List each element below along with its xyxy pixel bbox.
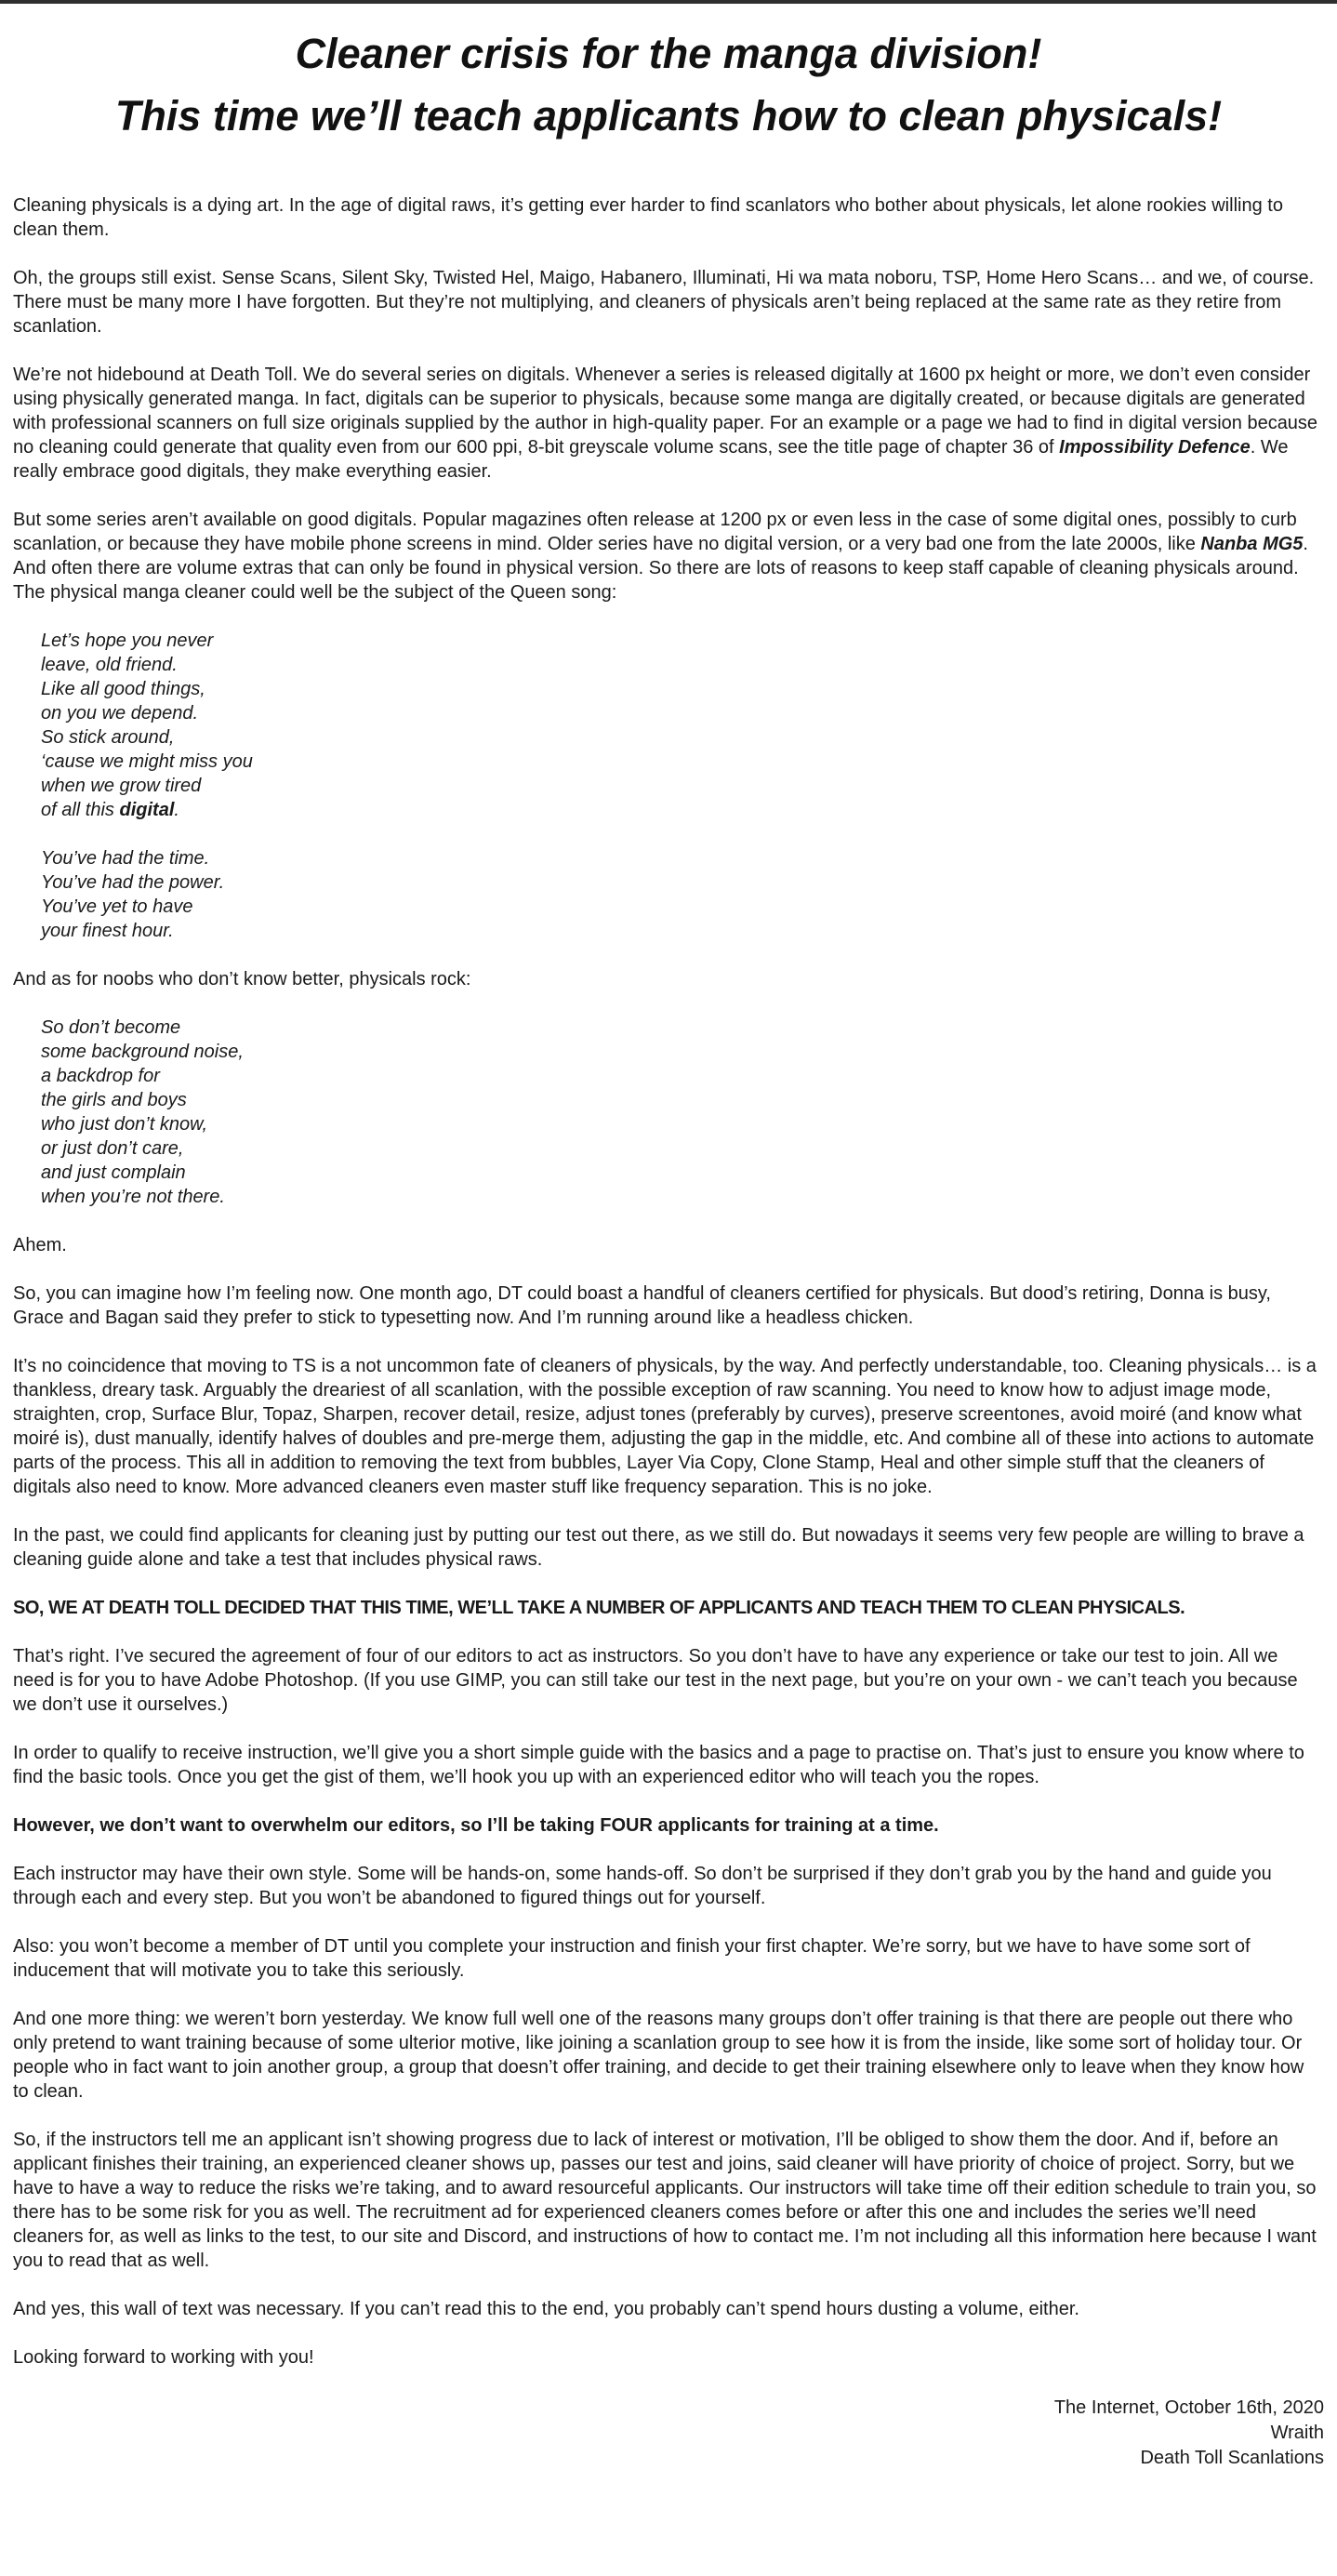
poem-line-digital [41,798,1324,822]
poem-line: your finest hour. [41,921,174,941]
queen-song-quote-1 [41,629,1324,943]
paragraph-membership: Also: you won’t become a member of DT until you complete your instruction and finish your first chapter. We’re sorry, but we have to have some sort of inducement that will motivate you to take this seriously. [13,1936,1251,1981]
paragraph-wall-of-text: And yes, this wall of text was necessary. If you can’t read this to the end, you probably can’t spend hours dusting a volume, either. [13,2299,1079,2319]
queen-song-stanza-1 [41,629,1324,822]
series-title-nanba-mg5: Nanba MG5 [1200,534,1304,554]
poem-line: who just don’t know, [41,1114,207,1135]
poem-line: when you’re not there. [41,1187,225,1207]
poem-line: Let’s hope you never [41,631,214,651]
recruitment-post [0,4,1337,2476]
post-title-line2: This time we’ll teach applicants how to clean physicals! [114,92,1223,139]
poem-line: on you we depend. [41,703,199,724]
poem-line: You’ve yet to have [41,896,193,917]
poem-word-digital: digital [119,800,175,820]
post-title-line1: Cleaner crisis for the manga division! [295,30,1042,77]
paragraph-noobs: And as for noobs who don’t know better, physicals rock: [13,969,471,989]
signature-date: The Internet, October 16th, 2020 [1053,2397,1324,2418]
queen-song-quote-2 [41,1016,1324,1209]
queen-song-stanza-2 [41,846,1324,943]
paragraph-groups-list: Oh, the groups still exist. Sense Scans, Silent Sky, Twisted Hel, Maigo, Habanero, Illuminati, Hi wa mata noboru, TSP, Home Hero Scans… and we, of course. There must be many more I have forgotten. But they’re not multiplying, and cleaners of physicals aren’t being replaced at the same rate as they retire from scanlation. [13,268,1315,337]
poem-line: some background noise, [41,1042,244,1062]
paragraph-physical-reasons-text-b: . And often there are volume extras that can only be found in physical version. So there are lots of reasons to keep staff capable of cleaning physicals around. The physical manga cleaner could well be the subject of the Queen song: [13,534,1308,603]
poem-line: leave, old friend. [41,655,178,675]
paragraph-instructor-style: Each instructor may have their own style. Some will be hands-on, some hands-off. So don’t be surprised if they don’t grab you by the hand and guide you through each and every step. But you won’t be abandoned to figured things out for yourself. [13,1864,1272,1908]
poem-line: So stick around, [41,727,175,748]
paragraph-instructors: That’s right. I’ve secured the agreement of four of our editors to act as instructors. So you don’t have to have any experience or take our test to join. All we need is for you to have Adobe Photoshop. (If you use GIMP, you can still take our test in the next page, but you’re on your own - we can’t teach you because we don’t use it ourselves.) [13,1646,1298,1715]
paragraph-ulterior-motives: And one more thing: we weren’t born yesterday. We know full well one of the reasons many groups don’t offer training is that there are people out there who only pretend to want training because of some ulterior motive, like joining a scanlation group to see how it is from the inside, like some sort of holiday tour. Or people who in fact want to join another group, a group that doesn’t offer training, and decide to get their training elsewhere only to leave when they know how to clean. [13,2009,1304,2102]
poem-line: So don’t become [41,1017,181,1038]
poem-line: You’ve had the time. [41,848,210,869]
poem-line-digital-post: . [174,800,179,820]
paragraph-physical-reasons [13,508,1324,604]
paragraph-ahem: Ahem. [13,1235,67,1255]
signature-block [13,2396,1324,2471]
post-title [13,22,1324,147]
paragraph-digitals-text-a: We’re not hidebound at Death Toll. We do several series on digitals. Whenever a series is released digitally at 1600 px height or more, we don’t even consider using physically generated manga. In fact, digitals can be superior to physicals, because some manga are digitally created, or because digitals are generated with professional scanners on full size originals supplied by the author in high-quality paper. For an example or a page we had to find in digital version because no cleaning could generate that quality even from our 600 ppi, 8-bit greyscale volume scans, see the title page of chapter 36 of [13,365,1318,458]
signature-group: Death Toll Scanlations [1140,2448,1324,2468]
poem-line: and just complain [41,1162,186,1183]
poem-line: ‘cause we might miss you [41,751,253,772]
paragraph-feeling-now: So, you can imagine how I’m feeling now. One month ago, DT could boast a handful of cleaners certified for physicals. But dood’s retiring, Donna is busy, Grace and Bagan said they prefer to stick to typesetting now. And I’m running around like a headless chicken. [13,1283,1271,1328]
paragraph-physical-reasons-text-a: But some series aren’t available on good digitals. Popular magazines often release at 1200 px or even less in the case of some digital ones, possibly to curb scanlation, or because they have mobile phone screens in mind. Older series have no digital version, or a very bad one from the late 2000s, like [13,510,1297,554]
queen-song-2-stanza [41,1016,1324,1209]
paragraph-dying-art: Cleaning physicals is a dying art. In the age of digital raws, it’s getting ever harder to find scanlators who bother about physicals, let alone rookies willing to clean them. [13,195,1283,240]
poem-line: You’ve had the power. [41,872,225,893]
series-title-impossibility-defence: Impossibility Defence [1059,437,1251,458]
paragraph-risks: So, if the instructors tell me an applicant isn’t showing progress due to lack of interest or motivation, I’ll be obliged to show them the door. And if, before an applicant finishes their training, an experienced cleaner shows up, passes our test and joins, said cleaner will have priority of choice of project. Sorry, but we have to have a way to reduce the risks we’re taking, and to award resourceful applicants. Our instructors will take time off their edition schedule to train you, so there has to be some risk for you as well. The recruitment ad for experienced cleaners comes before or after this one and includes the series we’ll need cleaners for, as well as links to the test, to our site and Discord, and instructions of how to contact me. I’m not including all this information here because I want you to read that as well. [13,2130,1317,2271]
poem-line: when we grow tired [41,776,202,796]
paragraph-digitals [13,363,1324,484]
paragraph-past-applicants: In the past, we could find applicants for cleaning just by putting our test out there, as we still do. But nowadays it seems very few people are willing to brave a cleaning guide alone and take a test that includes physical raws. [13,1525,1304,1570]
poem-line: Like all good things, [41,679,205,699]
paragraph-qualify: In order to qualify to receive instruction, we’ll give you a short simple guide with the basics and a page to practise on. That’s just to ensure you know where to find the basic tools. Once you get the gist of them, we’ll hook you up with an experienced editor who will teach you the ropes. [13,1743,1304,1787]
signature-author: Wraith [1270,2423,1324,2443]
paragraph-four-applicants-bold: However, we don’t want to overwhelm our editors, so I’ll be taking FOUR applicants for training at a time. [13,1815,939,1836]
paragraph-digitals-text-b: . We really embrace good digitals, they make everything easier. [13,437,1289,482]
poem-line-digital-pre: of all this [41,800,120,820]
paragraph-cleaning-skills: It’s no coincidence that moving to TS is a not uncommon fate of cleaners of physicals, by the way. And perfectly understandable, too. Cleaning physicals… is a thankless, dreary task. Arguably the dreariest of all scanlation, with the possible exception of raw scanning. You need to know how to adjust image mode, straighten, crop, Surface Blur, Topaz, Sharpen, recover detail, resize, adjust tones (preferably by curves), preserve screentones, avoid moiré (and know what moiré is), dust manually, identify halves of doubles and pre-merge them, adjusting the gap in the middle, etc. And combine all of these into actions to automate parts of the process. This all in addition to removing the text from bubbles, Layer Via Copy, Clone Stamp, Heal and other simple stuff that the cleaners of digitals also need to know. More advanced cleaners even master stuff like frequency separation. This is no joke. [13,1356,1317,1497]
poem-line: the girls and boys [41,1090,187,1110]
paragraph-closing: Looking forward to working with you! [13,2347,314,2368]
poem-line: a backdrop for [41,1066,160,1086]
poem-line: or just don’t care, [41,1138,184,1159]
paragraph-announcement-bold: SO, WE AT DEATH TOLL DECIDED THAT THIS TIME, WE’LL TAKE A NUMBER OF APPLICANTS AND TEACH THEM TO CLEAN PHYSICALS. [13,1598,1185,1618]
